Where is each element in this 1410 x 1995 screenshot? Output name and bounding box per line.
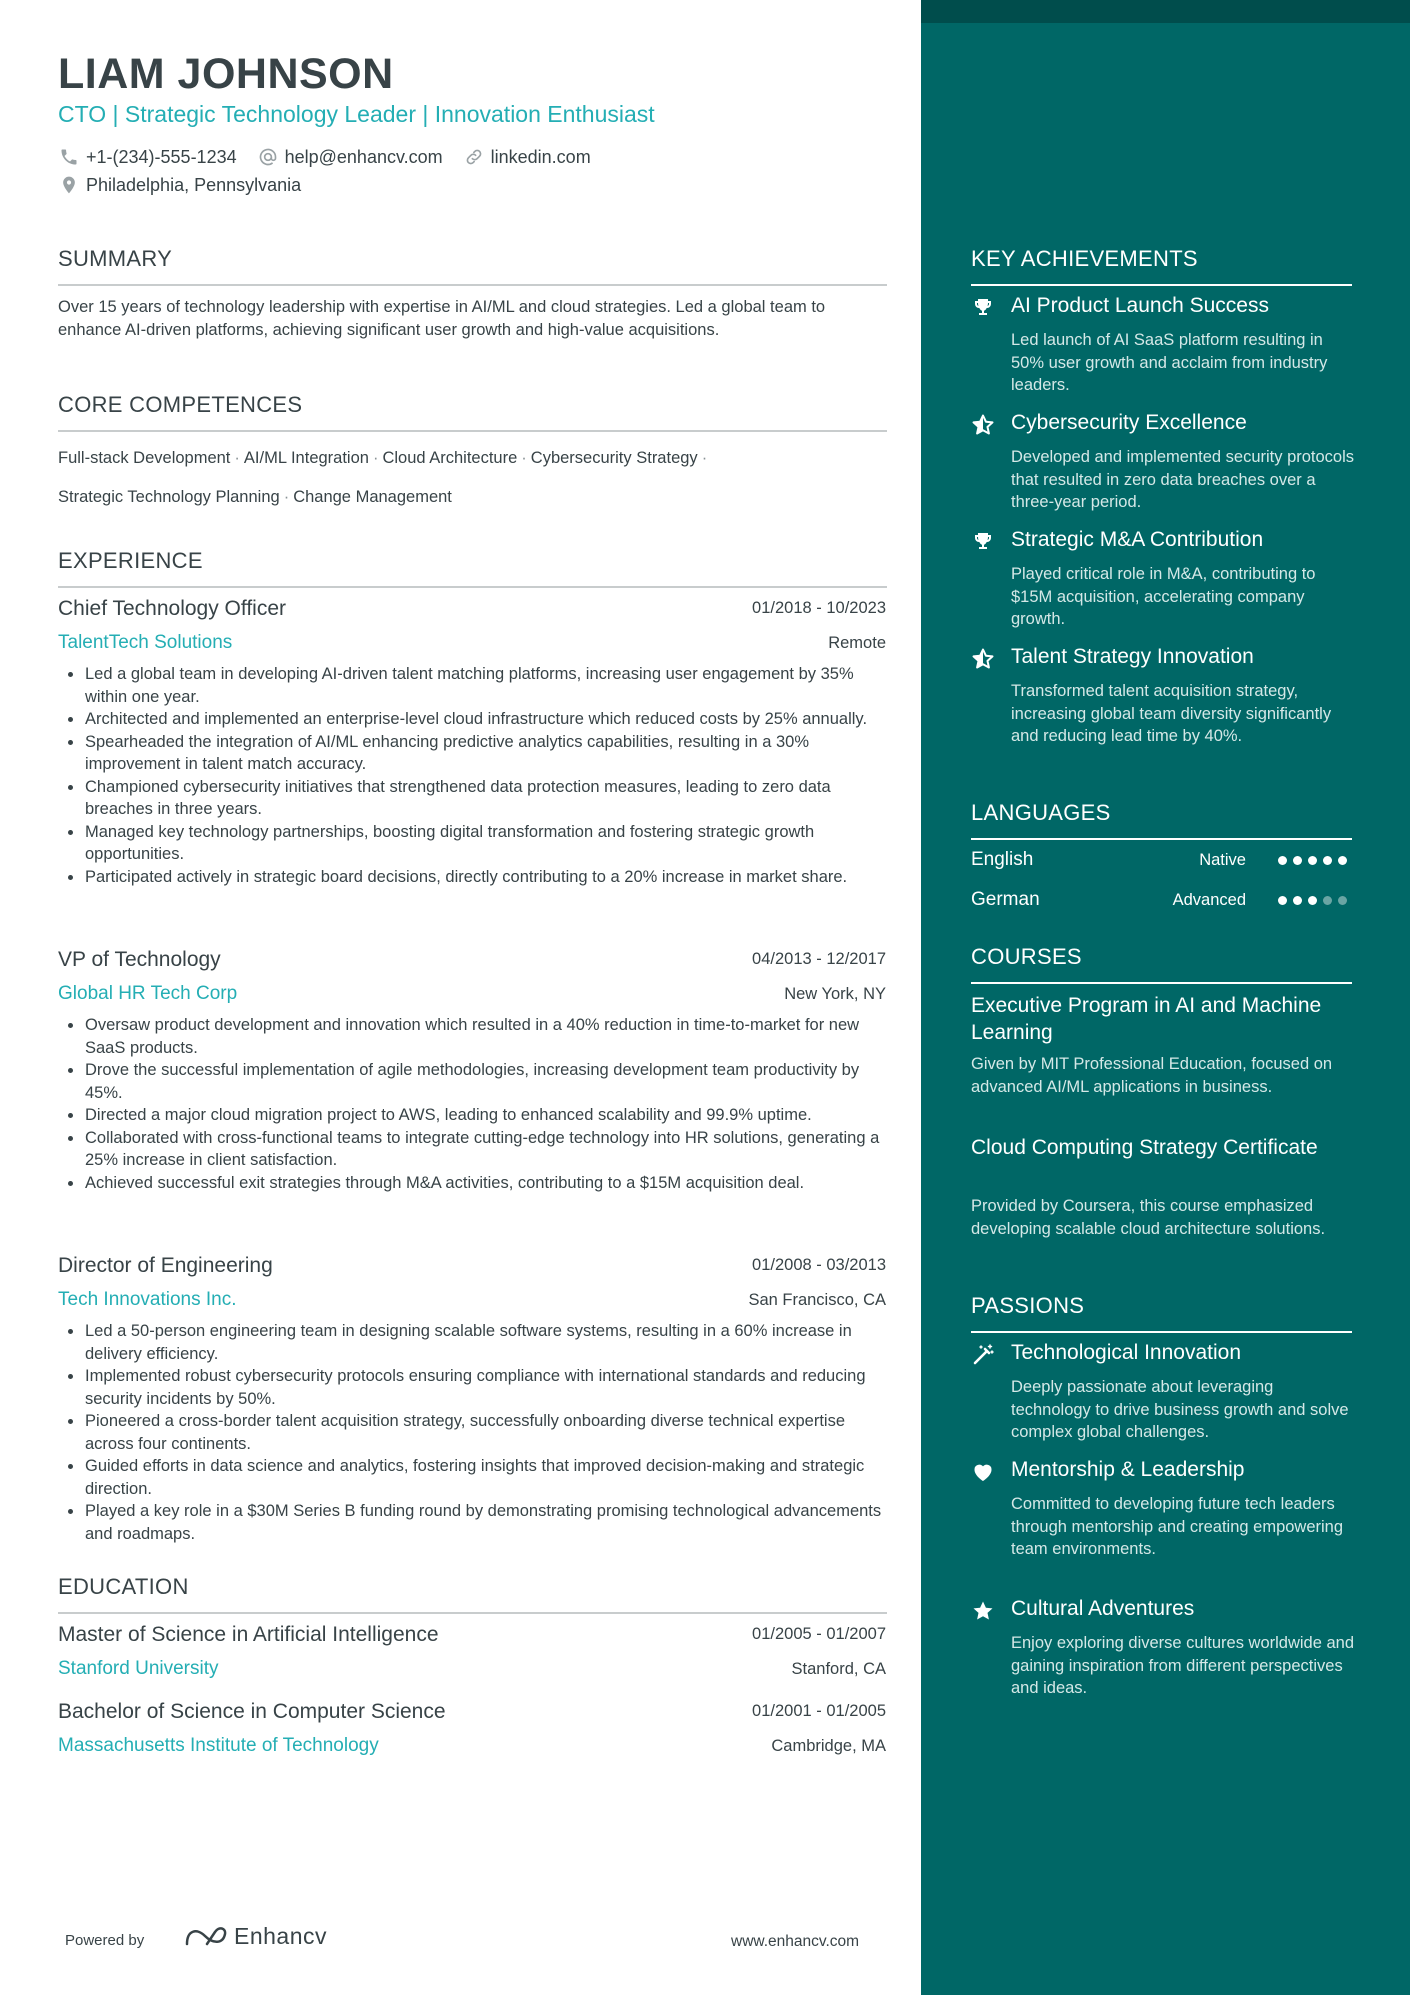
brand-name: Enhancv	[234, 1922, 328, 1949]
list-item: Implemented robust cybersecurity protocols ensuring compliance with international standards and reducing security incidents by 50%.	[58, 1365, 888, 1410]
passion-desc: Committed to developing future tech leaders through mentorship and creating empowering team environments.	[1011, 1495, 1344, 1558]
heart-icon	[971, 1460, 995, 1484]
location-text: Philadelphia, Pennsylvania	[86, 174, 302, 195]
job-location: San Francisco, CA	[748, 1291, 886, 1309]
passions-divider	[971, 1331, 1352, 1333]
trophy-icon	[971, 530, 995, 554]
linkedin-contact[interactable]	[463, 146, 591, 168]
list-item: Played a key role in a $30M Series B funding round by demonstrating promising technological advancements and roadmaps.	[58, 1500, 888, 1545]
school-location: Cambridge, MA	[771, 1737, 886, 1755]
sidebar-top-bar	[921, 0, 1410, 23]
language-name: German	[971, 889, 1040, 910]
achievement-title: Strategic M&A Contribution	[1011, 528, 1264, 551]
passion-title: Mentorship & Leadership	[1011, 1458, 1245, 1481]
job-title: Director of Engineering	[58, 1254, 273, 1277]
language-level: Native	[1199, 851, 1246, 869]
list-item: Championed cybersecurity initiatives that strengthened data protection measures, leading to zero data breaches in three years.	[58, 776, 888, 821]
passion-title: Technological Innovation	[1011, 1341, 1241, 1364]
course-desc: Provided by Coursera, this course emphasized developing scalable cloud architecture solutions.	[971, 1197, 1326, 1238]
competence-item: Cybersecurity Strategy	[530, 449, 698, 467]
star-half-icon	[971, 413, 995, 437]
list-item: Led a 50-person engineering team in designing scalable software systems, resulting in a 60% increase in delivery efficiency.	[58, 1320, 888, 1365]
rating-dot-filled	[1323, 856, 1332, 865]
job-dates: 04/2013 - 12/2017	[752, 950, 886, 968]
language-name: English	[971, 849, 1034, 870]
rating-dot-filled	[1308, 856, 1317, 865]
school-name: Massachusetts Institute of Technology	[58, 1735, 379, 1756]
languages-heading: LANGUAGES	[971, 800, 1111, 825]
education-heading: EDUCATION	[58, 1574, 189, 1599]
candidate-title: CTO | Strategic Technology Leader | Innovation Enthusiast	[58, 101, 655, 127]
star-half-icon	[971, 647, 995, 671]
rating-dot-filled	[1308, 896, 1317, 905]
infinity-logo-icon	[183, 1922, 231, 1950]
job-bullets	[58, 1320, 888, 1545]
achievement-desc: Played critical role in M&A, contributing to $15M acquisition, accelerating company growth.	[1011, 565, 1316, 628]
degree-dates: 01/2001 - 01/2005	[752, 1702, 886, 1720]
at-icon	[257, 146, 279, 168]
list-item: Oversaw product development and innovation which resulted in a 40% reduction in time-to-market for new SaaS products.	[58, 1014, 888, 1059]
powered-by-text: Powered by	[65, 1932, 145, 1949]
location-row	[58, 174, 321, 196]
list-item: Participated actively in strategic board decisions, directly contributing to a 20% increase in market share.	[58, 866, 888, 889]
degree-title: Bachelor of Science in Computer Science	[58, 1700, 446, 1723]
competence-item: Strategic Technology Planning	[58, 488, 280, 506]
experience-heading: EXPERIENCE	[58, 548, 203, 573]
job-bullets	[58, 1014, 888, 1194]
passion-desc: Enjoy exploring diverse cultures worldwide and gaining inspiration from different perspectives and ideas.	[1011, 1634, 1355, 1697]
courses-heading: COURSES	[971, 944, 1082, 969]
language-rating	[1278, 856, 1353, 865]
list-item: Drove the successful implementation of agile methodologies, increasing development team productivity by 45%.	[58, 1059, 888, 1104]
rating-dot-empty	[1323, 896, 1332, 905]
phone-icon	[58, 146, 80, 168]
degree-title: Master of Science in Artificial Intelligence	[58, 1623, 439, 1646]
competence-item: Full-stack Development	[58, 449, 231, 467]
course-title: Cloud Computing Strategy Certificate	[971, 1136, 1318, 1159]
education-divider	[58, 1612, 887, 1614]
competences-divider	[58, 430, 887, 432]
list-item: Directed a major cloud migration project to AWS, leading to enhanced scalability and 99.9% uptime.	[58, 1104, 888, 1127]
rating-dot-filled	[1293, 856, 1302, 865]
location-contact	[58, 174, 301, 196]
email-contact[interactable]	[257, 146, 443, 168]
list-item: Achieved successful exit strategies through M&A activities, contributing to a $15M acquisition deal.	[58, 1172, 888, 1195]
languages-divider	[971, 838, 1352, 840]
map-pin-icon	[58, 174, 80, 196]
list-item: Collaborated with cross-functional teams to integrate cutting-edge technology into HR solutions, generating a 25% increase in client satisfaction.	[58, 1127, 888, 1172]
linkedin-text: linkedin.com	[490, 146, 591, 167]
course-title: Executive Program in AI and Machine Learning	[971, 994, 1322, 1044]
school-location: Stanford, CA	[791, 1660, 886, 1678]
passions-heading: PASSIONS	[971, 1293, 1085, 1318]
passion-desc: Deeply passionate about leveraging technology to drive business growth and solve complex global challenges.	[1011, 1378, 1349, 1441]
enhancv-logo[interactable]	[183, 1922, 327, 1950]
website-link[interactable]: www.enhancv.com	[731, 1933, 860, 1950]
courses-divider	[971, 982, 1352, 984]
rating-dot-filled	[1278, 856, 1287, 865]
list-item: Managed key technology partnerships, boosting digital transformation and fostering strategic growth opportunities.	[58, 821, 888, 866]
phone-contact	[58, 146, 237, 168]
achievement-desc: Transformed talent acquisition strategy, increasing global team diversity significantly and reducing lead time by 40%.	[1011, 682, 1332, 745]
job-bullets	[58, 663, 888, 888]
job-location: Remote	[828, 634, 886, 652]
contact-row	[58, 146, 611, 168]
phone-text: +1-(234)-555-1234	[86, 146, 237, 167]
rating-dot-empty	[1338, 896, 1347, 905]
achievement-desc: Led launch of AI SaaS platform resulting in 50% user growth and acclaim from industry leaders.	[1011, 331, 1328, 394]
email-text: help@enhancv.com	[284, 146, 443, 167]
competences-list: Full-stack Development · AI/ML Integration · Cloud Architecture · Cybersecurity Strategy · Strategic Technology Planning · Change Management	[58, 449, 708, 506]
competence-item: AI/ML Integration	[243, 449, 369, 467]
summary-divider	[58, 284, 887, 286]
job-dates: 01/2018 - 10/2023	[752, 599, 886, 617]
language-level: Advanced	[1172, 891, 1246, 909]
rating-dot-filled	[1338, 856, 1347, 865]
achievement-title: Talent Strategy Innovation	[1011, 645, 1254, 668]
candidate-name: LIAM JOHNSON	[58, 50, 394, 98]
language-rating	[1278, 896, 1353, 905]
job-company: TalentTech Solutions	[58, 632, 233, 653]
sidebar	[921, 0, 1410, 1995]
rating-dot-filled	[1293, 896, 1302, 905]
star-icon	[971, 1599, 995, 1623]
rating-dot-filled	[1278, 896, 1287, 905]
course-desc: Given by MIT Professional Education, focused on advanced AI/ML applications in business.	[971, 1055, 1333, 1096]
job-title: Chief Technology Officer	[58, 597, 287, 620]
magic-wand-icon	[971, 1343, 995, 1367]
job-title: VP of Technology	[58, 948, 221, 971]
job-company: Tech Innovations Inc.	[58, 1289, 237, 1310]
trophy-icon	[971, 296, 995, 320]
competence-item: Cloud Architecture	[382, 449, 518, 467]
list-item: Architected and implemented an enterprise-level cloud infrastructure which reduced costs by 25% annually.	[58, 708, 888, 731]
achievement-title: AI Product Launch Success	[1011, 294, 1269, 317]
achievement-title: Cybersecurity Excellence	[1011, 411, 1247, 434]
school-name: Stanford University	[58, 1658, 219, 1679]
job-company: Global HR Tech Corp	[58, 983, 238, 1004]
achievement-desc: Developed and implemented security protocols that resulted in zero data breaches over a three-year period.	[1011, 448, 1355, 511]
link-icon	[463, 146, 485, 168]
competences-heading: CORE COMPETENCES	[58, 392, 303, 417]
job-location: New York, NY	[784, 985, 886, 1003]
list-item: Guided efforts in data science and analytics, fostering insights that improved decision-making and strategic direction.	[58, 1455, 888, 1500]
job-dates: 01/2008 - 03/2013	[752, 1256, 886, 1274]
experience-divider	[58, 586, 887, 588]
summary-heading: SUMMARY	[58, 246, 173, 271]
list-item: Led a global team in developing AI-driven talent matching platforms, increasing user engagement by 35% within one year.	[58, 663, 888, 708]
achievements-divider	[971, 284, 1352, 286]
degree-dates: 01/2005 - 01/2007	[752, 1625, 886, 1643]
summary-text: Over 15 years of technology leadership with expertise in AI/ML and cloud strategies. Led a global team to enhance AI-driven platforms, achieving significant user growth and high-value acquisitions.	[58, 298, 826, 339]
list-item: Pioneered a cross-border talent acquisition strategy, successfully onboarding diverse technical expertise across four continents.	[58, 1410, 888, 1455]
list-item: Spearheaded the integration of AI/ML enhancing predictive analytics capabilities, resulting in a 30% improvement in talent match accuracy.	[58, 731, 888, 776]
passion-title: Cultural Adventures	[1011, 1597, 1195, 1620]
competence-item: Change Management	[293, 488, 452, 506]
achievements-heading: KEY ACHIEVEMENTS	[971, 246, 1198, 271]
